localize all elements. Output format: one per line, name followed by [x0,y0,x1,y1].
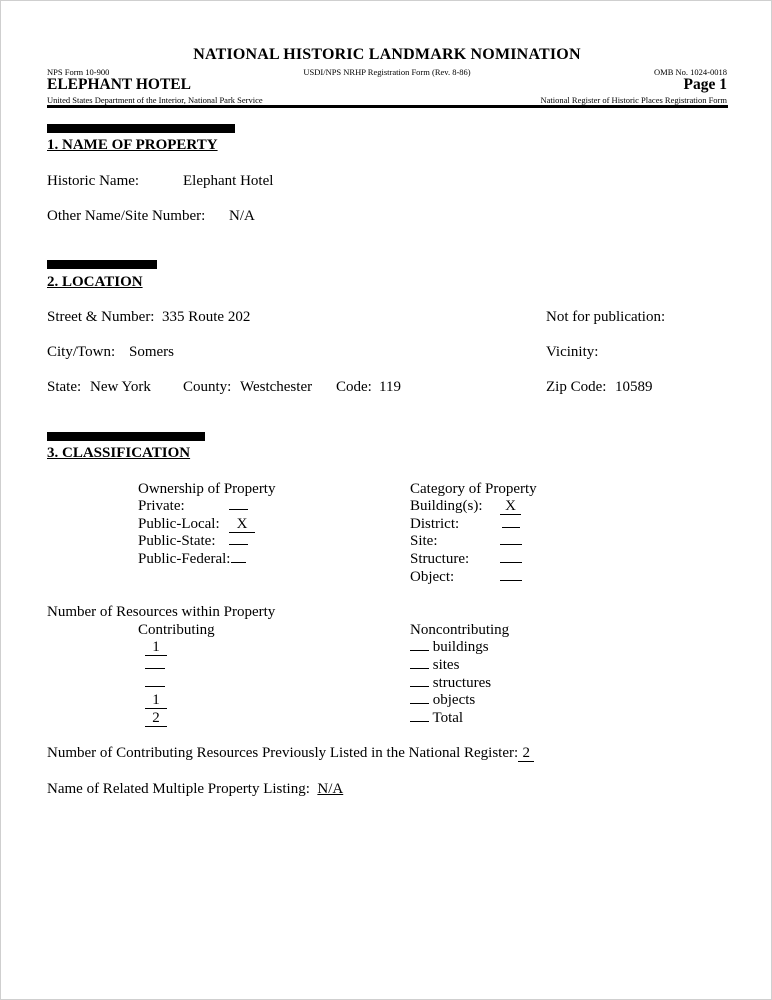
contributing-heading: Contributing [138,622,215,638]
section-bar-2 [47,260,157,269]
code-value: 119 [379,379,401,395]
zip-value: 10589 [615,379,653,395]
ownership-heading: Ownership of Property [138,481,276,497]
category-buildings-label: Building(s): [410,498,483,514]
resource-type-structures: structures [432,675,492,691]
omb-number: OMB No. 1024-0018 [654,67,727,77]
resource-type-total: Total [432,710,464,726]
multiple-listing-value: N/A [317,781,344,797]
ownership-public-state-mark[interactable] [229,544,248,545]
street-label: Street & Number: [47,309,155,325]
contributing-buildings-count[interactable]: 1 [145,640,167,656]
section-bar-3 [47,432,205,441]
contributing-structures-count[interactable] [145,686,165,687]
resource-type-objects: objects [432,692,476,708]
ownership-public-federal-mark[interactable] [231,562,246,563]
header-rule [47,105,728,108]
category-object-label: Object: [410,569,455,585]
ownership-public-local-mark[interactable]: X [229,517,255,533]
resources-heading: Number of Resources within Property [47,604,276,620]
contributing-total-count[interactable]: 2 [145,711,167,727]
form-title: NATIONAL HISTORIC LANDMARK NOMINATION [193,46,581,63]
city-label: City/Town: [47,344,116,360]
resource-type-buildings: buildings [432,639,489,655]
category-heading: Category of Property [410,481,537,497]
contributing-objects-count[interactable]: 1 [145,693,167,709]
section-heading-classification: 3. CLASSIFICATION [47,445,191,461]
noncontributing-structures-count[interactable] [410,686,429,687]
zip-label: Zip Code: [546,379,607,395]
category-site-mark[interactable] [500,544,522,545]
noncontributing-sites-count[interactable] [410,668,429,669]
city-value: Somers [129,344,174,360]
ownership-private-label: Private: [138,498,185,514]
noncontributing-buildings-count[interactable] [410,650,429,651]
resource-type-sites: sites [432,657,460,673]
ownership-public-federal-label: Public-Federal: [138,551,231,567]
noncontributing-heading: Noncontributing [410,622,510,638]
form-number: NPS Form 10-900 [47,67,110,77]
section-heading-location: 2. LOCATION [47,274,143,290]
section-bar-1 [47,124,235,133]
not-for-publication-label: Not for publication: [546,309,666,325]
historic-name-label: Historic Name: [47,173,140,189]
code-label: Code: [336,379,372,395]
other-name-label: Other Name/Site Number: [47,208,206,224]
ownership-public-state-label: Public-State: [138,533,216,549]
state-label: State: [47,379,82,395]
ownership-public-local-label: Public-Local: [138,516,220,532]
previously-listed-value[interactable]: 2 [518,746,534,762]
state-value: New York [90,379,151,395]
category-object-mark[interactable] [500,580,522,581]
category-site-label: Site: [410,533,438,549]
category-district-label: District: [410,516,460,532]
department-line: United States Department of the Interior, National Park Service [47,95,263,105]
register-form-line: National Register of Historic Places Registration Form [540,95,727,105]
street-value: 335 Route 202 [162,309,251,325]
previously-listed-label: Number of Contributing Resources Previously Listed in the National Register: [47,745,519,761]
county-value: Westchester [240,379,313,395]
noncontributing-objects-count[interactable] [410,703,429,704]
category-structure-label: Structure: [410,551,470,567]
section-heading-name: 1. NAME OF PROPERTY [47,137,218,153]
county-label: County: [183,379,232,395]
other-name-value: N/A [229,208,255,224]
multiple-listing-label: Name of Related Multiple Property Listing: [47,781,310,797]
ownership-private-mark[interactable] [229,509,248,510]
category-structure-mark[interactable] [500,562,522,563]
contributing-sites-count[interactable] [145,668,165,669]
category-buildings-mark[interactable]: X [500,499,521,515]
category-district-mark[interactable] [502,527,520,528]
noncontributing-total-count[interactable] [410,721,429,722]
property-name-header: ELEPHANT HOTEL [47,76,191,93]
page-number: Page 1 [683,76,727,93]
vicinity-label: Vicinity: [546,344,599,360]
historic-name-value: Elephant Hotel [183,173,274,189]
form-subtitle: USDI/NPS NRHP Registration Form (Rev. 8-86) [303,67,471,77]
